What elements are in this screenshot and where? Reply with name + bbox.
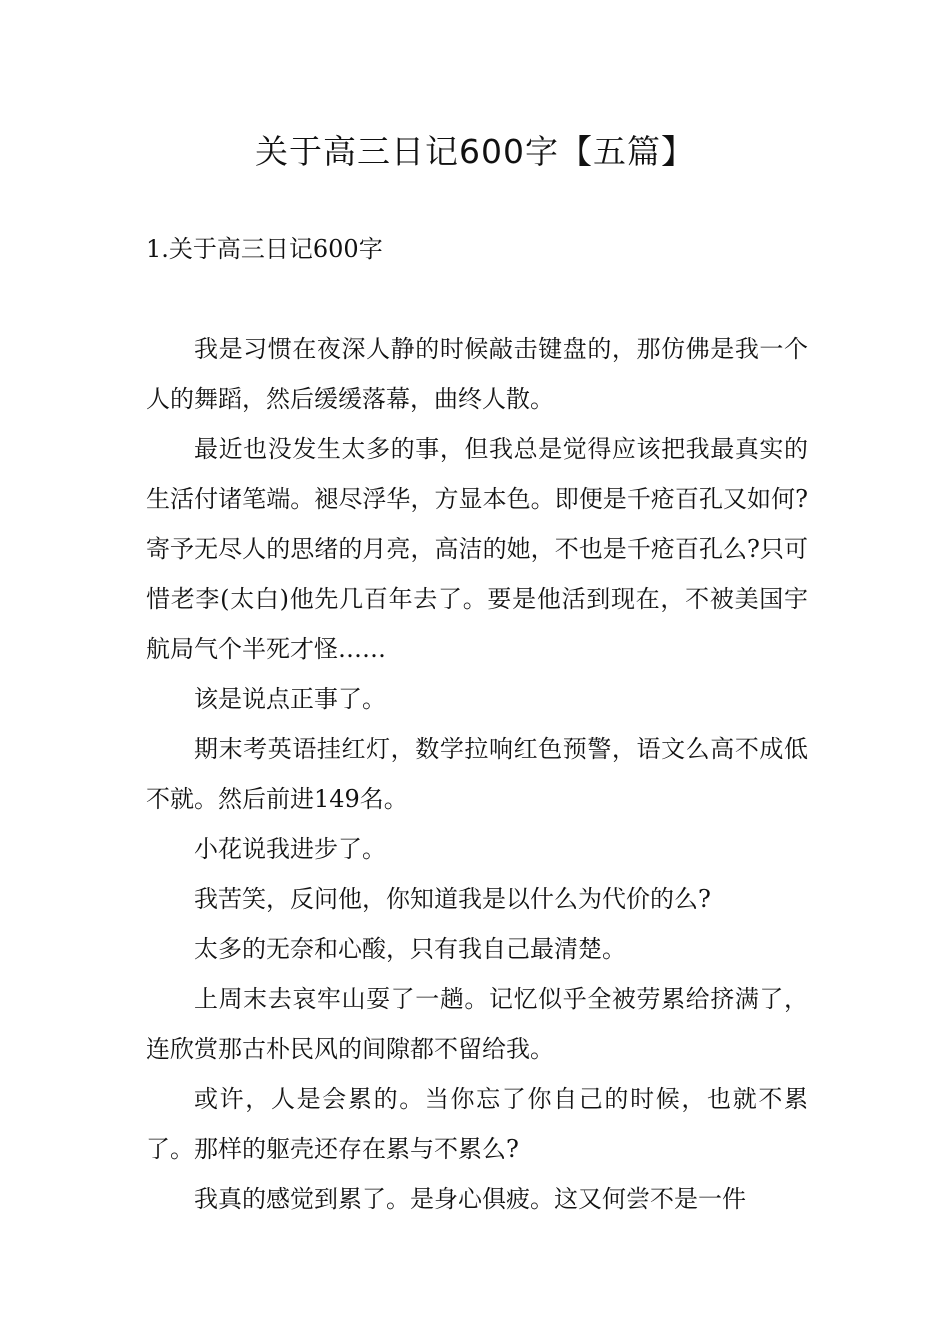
paragraph: 小花说我进步了。 [194,835,386,863]
paragraph: 期末考英语挂红灯，数学拉响红色预警，语文么高不成低不就。然后前进149名。 [146,735,808,813]
paragraph: 我是习惯在夜深人静的时候敲击键盘的，那仿佛是我一个人的舞蹈，然后缓缓落幕，曲终人散。 [146,335,808,413]
paragraph: 我苦笑，反问他，你知道我是以什么为代价的么? [194,885,711,913]
document-body [146,324,808,1224]
paragraph: 最近也没发生太多的事，但我总是觉得应该把我最真实的生活付诸笔端。褪尽浮华，方显本色。即便是千疮百孔又如何?寄予无尽人的思绪的月亮，高洁的她，不也是千疮百孔么?只可惜老李(太白)他先几百年去了。要是他活到现在，不被美国宇航局气个半死才怪…… [146,435,808,663]
section-heading: 1.关于高三日记600字 [146,235,383,263]
paragraph: 该是说点正事了。 [194,685,386,713]
paragraph: 或许，人是会累的。当你忘了你自己的时候，也就不累了。那样的躯壳还存在累与不累么? [146,1085,808,1163]
document-title: 关于高三日记600字【五篇】 [255,132,695,171]
paragraph: 太多的无奈和心酸，只有我自己最清楚。 [194,935,626,963]
paragraph: 上周末去哀牢山耍了一趟。记忆似乎全被劳累给挤满了，连欣赏那古朴民风的间隙都不留给我。 [146,985,808,1063]
paragraph: 我真的感觉到累了。是身心俱疲。这又何尝不是一件 [194,1185,746,1213]
